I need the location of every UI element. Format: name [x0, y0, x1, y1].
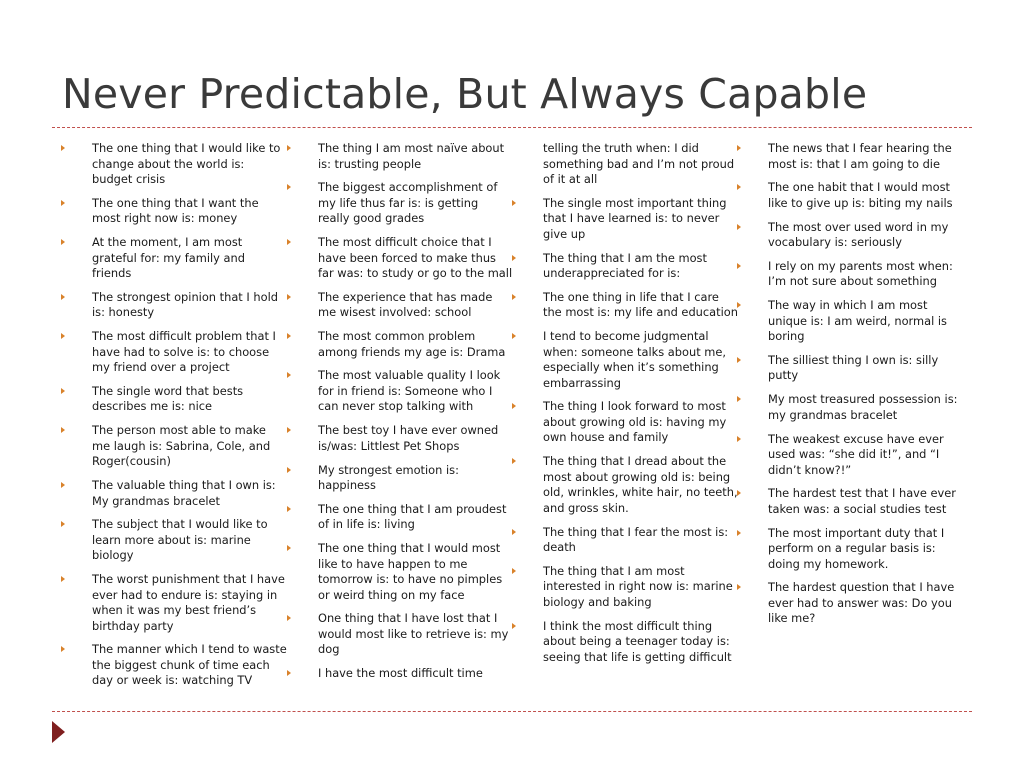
bullet-icon [512, 568, 516, 574]
bullet-icon [512, 403, 516, 409]
bullet-icon [737, 396, 741, 402]
list-item: The single word that bests describes me is: nice [92, 384, 287, 415]
bullet-icon [512, 458, 516, 464]
top-divider [52, 127, 972, 128]
bullet-icon [61, 333, 65, 339]
list-item: The biggest accomplishment of my life thus far is: is getting really good grades [318, 180, 513, 227]
list-item: The hardest test that I have ever taken was: a social studies test [768, 486, 963, 517]
bullet-icon [737, 302, 741, 308]
list-item: The news that I fear hearing the most is: that I am going to die [768, 141, 963, 172]
list-item: The thing that I dread about the most about growing old is: being old, wrinkles, white hair, no teeth, and gross skin. [543, 454, 738, 516]
bullet-icon [737, 436, 741, 442]
list-item: The way in which I am most unique is: I am weird, normal is boring [768, 298, 963, 345]
list-item: The silliest thing I own is: silly putty [768, 353, 963, 384]
bullet-icon [737, 357, 741, 363]
list-item: telling the truth when: I did something bad and I’m not proud of it at all [543, 141, 735, 186]
bullet-icon [737, 490, 741, 496]
list-item: The most over used word in my vocabulary is: seriously [768, 220, 963, 251]
list-item: The thing that I am most interested in right now is: marine biology and baking [543, 564, 738, 611]
list-item: I have the most difficult time [318, 666, 513, 682]
bullet-icon [287, 184, 291, 190]
list-item: The valuable thing that I own is: My grandmas bracelet [92, 478, 287, 509]
bullet-icon [737, 263, 741, 269]
bullet-icon [61, 239, 65, 245]
bullet-icon [287, 333, 291, 339]
bullet-icon [512, 529, 516, 535]
bullet-icon [512, 333, 516, 339]
list-item: The single most important thing that I have learned is: to never give up [543, 196, 738, 243]
bullet-icon [287, 545, 291, 551]
corner-triangle-icon [52, 721, 65, 743]
list-item: The one habit that I would most like to give up is: biting my nails [768, 180, 963, 211]
column-1 [92, 141, 287, 697]
slide-title: Never Predictable, But Always Capable [62, 70, 868, 118]
list-item: The one thing that I would like to change about the world is: budget crisis [92, 141, 287, 188]
list-item: The one thing that I am proudest of in life is: living [318, 502, 513, 533]
list-item: I rely on my parents most when: I’m not sure about something [768, 259, 963, 290]
bullet-icon [737, 184, 741, 190]
list-item: The weakest excuse have ever used was: “she did it!”, and “I didn’t know?!” [768, 432, 963, 479]
list-item: The experience that has made me wisest involved: school [318, 290, 513, 321]
bottom-divider [52, 711, 972, 712]
bullet-icon [512, 200, 516, 206]
list-item: One thing that I have lost that I would most like to retrieve is: my dog [318, 611, 513, 658]
bullet-icon [61, 145, 65, 151]
bullet-icon [737, 224, 741, 230]
bullet-icon [61, 646, 65, 652]
list-item: The most difficult problem that I have had to solve is: to choose my friend over a project [92, 329, 287, 376]
list-item: My most treasured possession is: my grandmas bracelet [768, 392, 963, 423]
bullet-icon [61, 200, 65, 206]
bullet-icon [61, 388, 65, 394]
bullet-icon [61, 294, 65, 300]
bullet-icon [287, 239, 291, 245]
bullet-icon [737, 145, 741, 151]
list-item: The worst punishment that I have ever had to endure is: staying in when it was my best friend’s birthday party [92, 572, 287, 634]
list-item: The one thing that I want the most right now is: money [92, 196, 287, 227]
list-item: I think the most difficult thing about being a teenager today is: seeing that life is getting difficult [543, 619, 738, 666]
bullet-icon [737, 530, 741, 536]
list-item: I tend to become judgmental when: someone talks about me, especially when it’s something embarrassing [543, 329, 738, 391]
list-item: The hardest question that I have ever had to answer was: Do you like me? [768, 580, 963, 627]
list-item: The thing that I fear the most is: death [543, 525, 738, 556]
bullet-icon [512, 294, 516, 300]
list-item: The manner which I tend to waste the biggest chunk of time each day or week is: watching TV [92, 642, 287, 689]
bullet-icon [287, 145, 291, 151]
list-item: The one thing that I would most like to have happen to me tomorrow is: to have no pimples or weird thing on my face [318, 541, 513, 603]
list-item: The thing that I am the most underappreciated for is: [543, 251, 738, 282]
bullet-icon [287, 372, 291, 378]
bullet-icon [287, 615, 291, 621]
list-item: The most important duty that I perform on a regular basis is: doing my homework. [768, 526, 963, 573]
list-item: The thing I am most naïve about is: trusting people [318, 141, 513, 172]
bullet-icon [287, 506, 291, 512]
bullet-icon [61, 521, 65, 527]
bullet-icon [61, 576, 65, 582]
list-item: The person most able to make me laugh is: Sabrina, Cole, and Roger(cousin) [92, 423, 287, 470]
list-item: The one thing in life that I care the most is: my life and education [543, 290, 738, 321]
column-2 [318, 141, 513, 690]
bullet-icon [61, 482, 65, 488]
list-item: The best toy I have ever owned is/was: Littlest Pet Shops [318, 423, 513, 454]
bullet-icon [737, 584, 741, 590]
list-item: The subject that I would like to learn more about is: marine biology [92, 517, 287, 564]
list-item: The most difficult choice that I have been forced to make thus far was: to study or go to the mall [318, 235, 513, 282]
list-item: The most valuable quality I look for in friend is: Someone who I can never stop talking with [318, 368, 513, 415]
bullet-icon [287, 670, 291, 676]
bullet-icon [512, 255, 516, 261]
list-item: The strongest opinion that I hold is: honesty [92, 290, 287, 321]
bullet-icon [287, 427, 291, 433]
bullet-icon [512, 623, 516, 629]
list-item: At the moment, I am most grateful for: my family and friends [92, 235, 287, 282]
list-item: The most common problem among friends my age is: Drama [318, 329, 513, 360]
bullet-icon [61, 427, 65, 433]
list-item: My strongest emotion is: happiness [318, 463, 513, 494]
column-4 [768, 141, 963, 635]
column-3 [543, 141, 738, 673]
list-item: The thing I look forward to most about growing old is: having my own house and family [543, 399, 738, 446]
bullet-icon [287, 294, 291, 300]
bullet-icon [287, 467, 291, 473]
